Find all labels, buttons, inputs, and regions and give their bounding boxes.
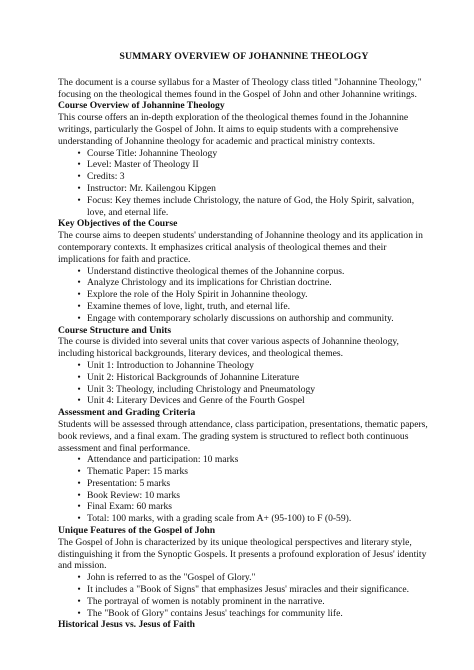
list-item-text: Engage with contemporary scholarly discussions on authorship and community. <box>87 312 394 324</box>
section-heading: Course Overview of Johannine Theology <box>58 100 225 112</box>
list-item-text: It includes a "Book of Signs" that emphasizes Jesus' miracles and their significance. <box>87 584 410 596</box>
bullet-icon: • <box>77 147 81 159</box>
bullet-icon: • <box>77 395 81 407</box>
section <box>58 619 430 631</box>
list-item <box>58 584 430 596</box>
list-item <box>58 384 430 396</box>
document-title: SUMMARY OVERVIEW OF JOHANNINE THEOLOGY <box>119 51 369 62</box>
bullet-icon: • <box>77 607 81 619</box>
section-heading: Unique Features of the Gospel of John <box>58 525 216 537</box>
list-item <box>58 372 430 384</box>
list-item <box>58 454 430 466</box>
list-item-text: Credits: 3 <box>87 171 125 183</box>
section-body: The course aims to deepen students' understanding of Johannine theology and its application in contemporary contexts. It emphasizes critical analysis of theological themes and their implications for faith and practice. <box>58 230 423 265</box>
bullet-list <box>58 454 430 525</box>
section-heading: Key Objectives of the Course <box>58 218 178 230</box>
bullet-list <box>58 360 430 407</box>
list-item <box>58 513 430 525</box>
bullet-icon: • <box>77 265 81 277</box>
bullet-icon: • <box>77 194 81 206</box>
list-item-text: Understand distinctive theological themes of the Johannine corpus. <box>87 265 345 277</box>
list-item <box>58 572 430 584</box>
section <box>58 325 430 408</box>
bullet-icon: • <box>77 159 81 171</box>
list-item <box>58 501 430 513</box>
section <box>58 218 430 324</box>
list-item-text: Final Exam: 60 marks <box>87 501 172 513</box>
list-item-text: Explore the role of the Holy Spirit in Johannine theology. <box>87 289 308 301</box>
bullet-icon: • <box>77 466 81 478</box>
bullet-icon: • <box>77 277 81 289</box>
list-item <box>58 313 430 325</box>
list-item <box>58 608 430 620</box>
list-item <box>58 301 430 313</box>
list-item-text: The portrayal of women is notably prominent in the narrative. <box>87 595 325 607</box>
bullet-list <box>58 148 430 219</box>
section <box>58 407 430 525</box>
bullet-icon: • <box>77 289 81 301</box>
list-item-text: Book Review: 10 marks <box>87 489 180 501</box>
section <box>58 525 430 619</box>
list-item-text: Thematic Paper: 15 marks <box>87 466 188 478</box>
section-heading: Assessment and Grading Criteria <box>58 407 196 419</box>
list-item-text: Examine themes of love, light, truth, and eternal life. <box>87 300 291 312</box>
bullet-list <box>58 572 430 619</box>
bullet-icon: • <box>77 572 81 584</box>
section <box>58 100 430 218</box>
section-body: This course offers an in-depth exploration of the theological themes found in the Johannine writings, particularly the Gospel of John. It aims to equip students with a comprehensive understanding of Johannine theology for academic and practical ministry contexts. <box>58 112 409 147</box>
bullet-icon: • <box>77 383 81 395</box>
bullet-icon: • <box>77 312 81 324</box>
list-item-text: John is referred to as the "Gospel of Glory." <box>87 572 256 584</box>
bullet-icon: • <box>77 501 81 513</box>
list-item <box>58 195 430 219</box>
list-item <box>58 171 430 183</box>
bullet-icon: • <box>77 477 81 489</box>
section-heading: Historical Jesus vs. Jesus of Faith <box>58 619 195 631</box>
list-item-text: Total: 100 marks, with a grading scale from A+ (95-100) to F (0-59). <box>87 513 352 525</box>
bullet-list <box>58 266 430 325</box>
list-item <box>58 159 430 171</box>
list-item-text: Presentation: 5 marks <box>87 477 171 489</box>
list-item-text: Unit 4: Literary Devices and Genre of the Fourth Gospel <box>87 395 305 407</box>
section-heading: Course Structure and Units <box>58 324 172 336</box>
list-item-text: Focus: Key themes include Christology, the nature of God, the Holy Spirit, salvation, love, and eternal life. <box>87 194 415 218</box>
list-item <box>58 596 430 608</box>
list-item-text: Level: Master of Theology II <box>87 159 199 171</box>
list-item-text: Analyze Christology and its implications for Christian doctrine. <box>87 277 332 289</box>
list-item-text: Instructor: Mr. Kailengou Kipgen <box>87 182 216 194</box>
bullet-icon: • <box>77 359 81 371</box>
list-item <box>58 395 430 407</box>
section-body: The Gospel of John is characterized by its unique theological perspectives and literary style, distinguishing it from the Synoptic Gospels. It presents a profound exploration of Jesus' identity and mission. <box>58 536 427 572</box>
intro-paragraph: The document is a course syllabus for a Master of Theology class titled "Johannine Theology," focusing on the theological themes found in the Gospel of John and other Johannine writings. <box>58 76 422 100</box>
list-item <box>58 277 430 289</box>
list-item <box>58 490 430 502</box>
bullet-icon: • <box>77 171 81 183</box>
bullet-icon: • <box>77 182 81 194</box>
list-item <box>58 148 430 160</box>
list-item <box>58 266 430 278</box>
bullet-icon: • <box>77 454 81 466</box>
section-body: Students will be assessed through attendance, class participation, presentations, thematic papers, book reviews, and a final exam. The grading system is structured to reflect both continuous assessment and final performance. <box>58 418 428 454</box>
bullet-icon: • <box>77 371 81 383</box>
bullet-icon: • <box>77 595 81 607</box>
document-content <box>58 51 430 631</box>
list-item-text: Course Title: Johannine Theology <box>87 147 218 159</box>
bullet-icon: • <box>77 584 81 596</box>
sections-container <box>58 100 430 631</box>
list-item-text: The "Book of Glory" contains Jesus' teachings for community life. <box>87 607 343 619</box>
list-item <box>58 478 430 490</box>
list-item-text: Unit 3: Theology, including Christology and Pneumatology <box>87 383 316 395</box>
list-item-text: Unit 2: Historical Backgrounds of Johannine Literature <box>87 371 300 383</box>
list-item <box>58 289 430 301</box>
list-item <box>58 183 430 195</box>
bullet-icon: • <box>77 300 81 312</box>
list-item-text: Unit 1: Introduction to Johannine Theology <box>87 359 254 371</box>
section-body: The course is divided into several units that cover various aspects of Johannine theology, including historical backgrounds, literary devices, and theological themes. <box>58 336 399 360</box>
list-item-text: Attendance and participation: 10 marks <box>87 454 239 466</box>
list-item <box>58 360 430 372</box>
bullet-icon: • <box>77 489 81 501</box>
list-item <box>58 466 430 478</box>
bullet-icon: • <box>77 513 81 525</box>
